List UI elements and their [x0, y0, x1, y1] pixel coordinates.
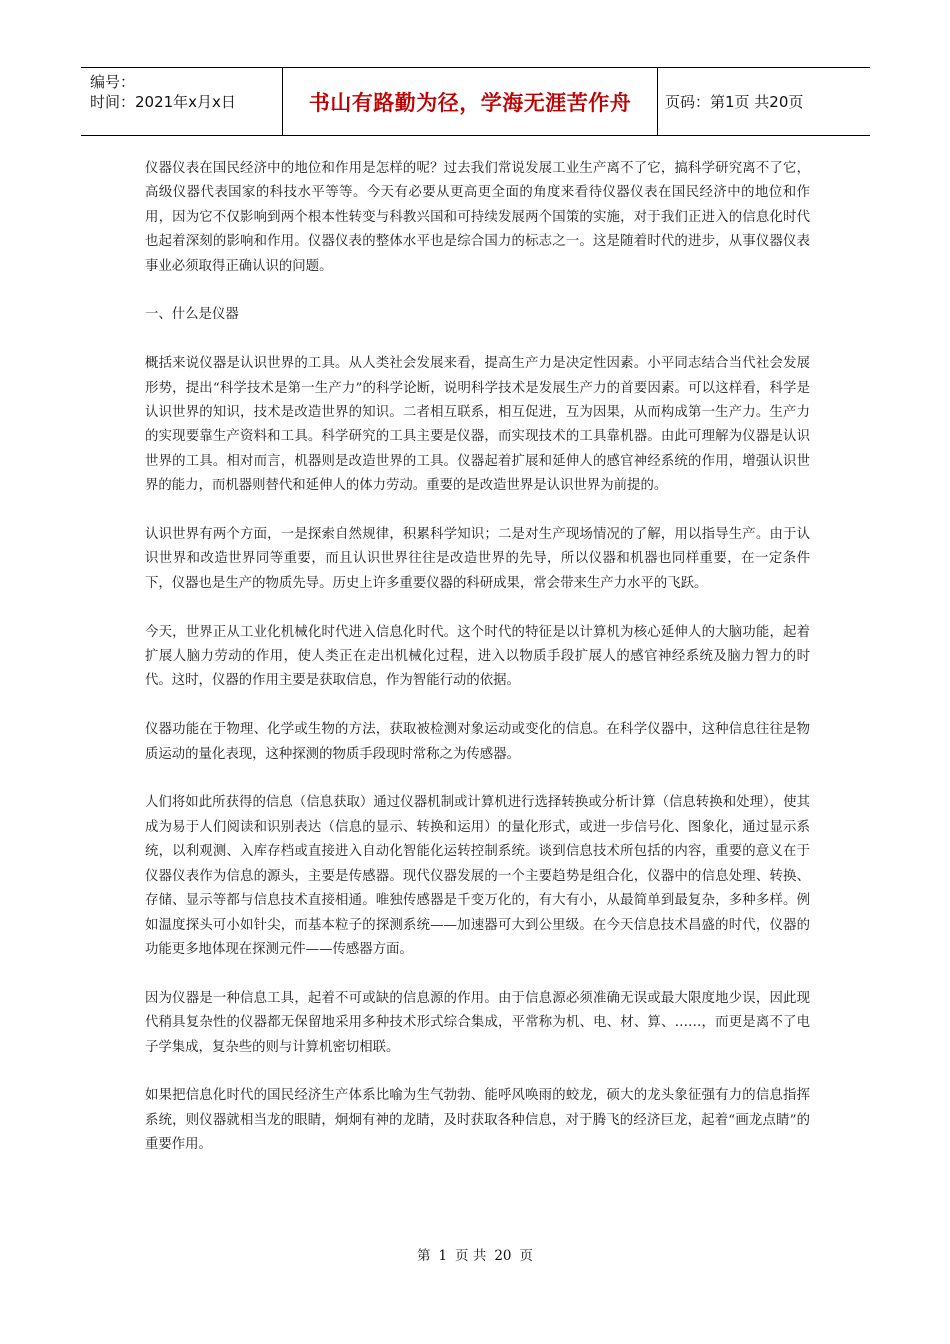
paragraph: 如果把信息化时代的国民经济生产体系比喻为生气勃勃、能呼风唤雨的蛟龙，硕大的龙头象征强有力的信息指挥系统，则仪器就相当龙的眼睛，炯炯有神的龙睛，及时获取各种信息，对于腾飞的经济巨龙，起着“画龙点睛”的重要作用。 — [145, 1088, 810, 1153]
header-page-info: 页码：第1页 共20页 — [665, 93, 804, 111]
footer-prefix: 第 — [416, 1248, 431, 1264]
paragraph: 概括来说仪器是认识世界的工具。从人类社会发展来看，提高生产力是决定性因素。小平同志结合当代社会发展形势，提出“科学技术是第一生产力”的科学论断，说明科学技术是发展生产力的首要因素。可以这样看，科学是认识世界的知识，技术是改造世界的知识。二者相互联系，相互促进，互为因果，从而构成第一生产力。生产力的实现要靠生产资料和工具。科学研究的工具主要是仪器，而实现技术的工具靠机器。由此可理解为仪器是认识世界的工具。相对而言，机器则是改造世界的工具。仪器起着扩展和延伸人的感官神经系统的作用，增强认识世界的能力，而机器则替代和延伸人的体力劳动。重要的是改造世界是认识世界为前提的。 — [145, 356, 810, 494]
document-time-label: 时间：2021年x月x日 — [90, 93, 236, 111]
section-heading: 一、什么是仪器 — [145, 307, 239, 323]
header-table — [81, 67, 870, 136]
footer-total-pages: 20 — [494, 1248, 512, 1264]
footer-page-number: 1 — [438, 1248, 448, 1264]
header-motto: 书山有路勤为径，学海无涯苦作舟 — [283, 68, 658, 135]
header-meta-cell — [81, 68, 283, 135]
paragraph: 仪器功能在于物理、化学或生物的方法，获取被检测对象运动或变化的信息。在科学仪器中，这种信息往往是物质运动的量化表现，这种探测的物质手段现时常称之为传感器。 — [145, 722, 810, 762]
footer-middle: 页 共 — [455, 1248, 487, 1264]
page-footer — [0, 1244, 950, 1264]
document-number-label: 编号： — [90, 73, 136, 91]
document-body — [145, 157, 810, 1182]
paragraph: 人们将如此所获得的信息（信息获取）通过仪器机制或计算机进行选择转换或分析计算（信息转换和处理），使其成为易于人们阅读和识别表达（信息的显示、转换和运用）的量化形式，或进一步信号化、图象化，通过显示系统，以利观测、入库存档或直接进入自动化智能化运转控制系统。谈到信息技术所包括的内容，重要的意义在于仪器仪表作为信息的源头，主要是传感器。现代仪器发展的一个主要趋势是组合化，仪器中的信息处理、转换、存储、显示等都与信息技术直接相通。唯独传感器是千变万化的，有大有小，从最简单到最复杂，多种多样。例如温度探头可小如针尖，而基本粒子的探测系统——加速器可大到公里级。在今天信息技术昌盛的时代，仪器的功能更多地体现在探测元件——传感器方面。 — [145, 795, 810, 957]
paragraph-intro: 仪器仪表在国民经济中的地位和作用是怎样的呢？过去我们常说发展工业生产离不了它，搞科学研究离不了它，高级仪器代表国家的科技水平等等。今天有必要从更高更全面的角度来看待仪器仪表在国民经济中的地位和作用，因为它不仅影响到两个根本性转变与科教兴国和可持续发展两个国策的实施，对于我们正进入的信息化时代也起着深刻的影响和作用。仪器仪表的整体水平也是综合国力的标志之一。这是随着时代的进步，从事仪器仪表事业必须取得正确认识的问题。 — [145, 161, 810, 274]
footer-suffix: 页 — [519, 1248, 534, 1264]
paragraph: 因为仪器是一种信息工具，起着不可或缺的信息源的作用。由于信息源必须准确无误或最大限度地少误，因此现代稍具复杂性的仪器都无保留地采用多种技术形式综合集成，平常称为机、电、材、算、……，而更是离不了电子学集成，复杂些的则与计算机密切相联。 — [145, 990, 810, 1055]
paragraph: 认识世界有两个方面，一是探索自然规律，积累科学知识；二是对生产现场情况的了解，用以指导生产。由于认识世界和改造世界同等重要，而且认识世界往往是改造世界的先导，所以仪器和机器也同样重要，在一定条件下，仪器也是生产的物质先导。历史上许多重要仪器的科研成果，常会带来生产力水平的飞跃。 — [145, 527, 810, 591]
paragraph: 今天，世界正从工业化机械化时代进入信息化时代。这个时代的特征是以计算机为核心延伸人的大脑功能，起着扩展人脑力劳动的作用，使人类正在走出机械化过程，进入以物质手段扩展人的感官神经系统及脑力智力的时代。这时，仪器的作用主要是获取信息，作为智能行动的依据。 — [145, 624, 810, 689]
